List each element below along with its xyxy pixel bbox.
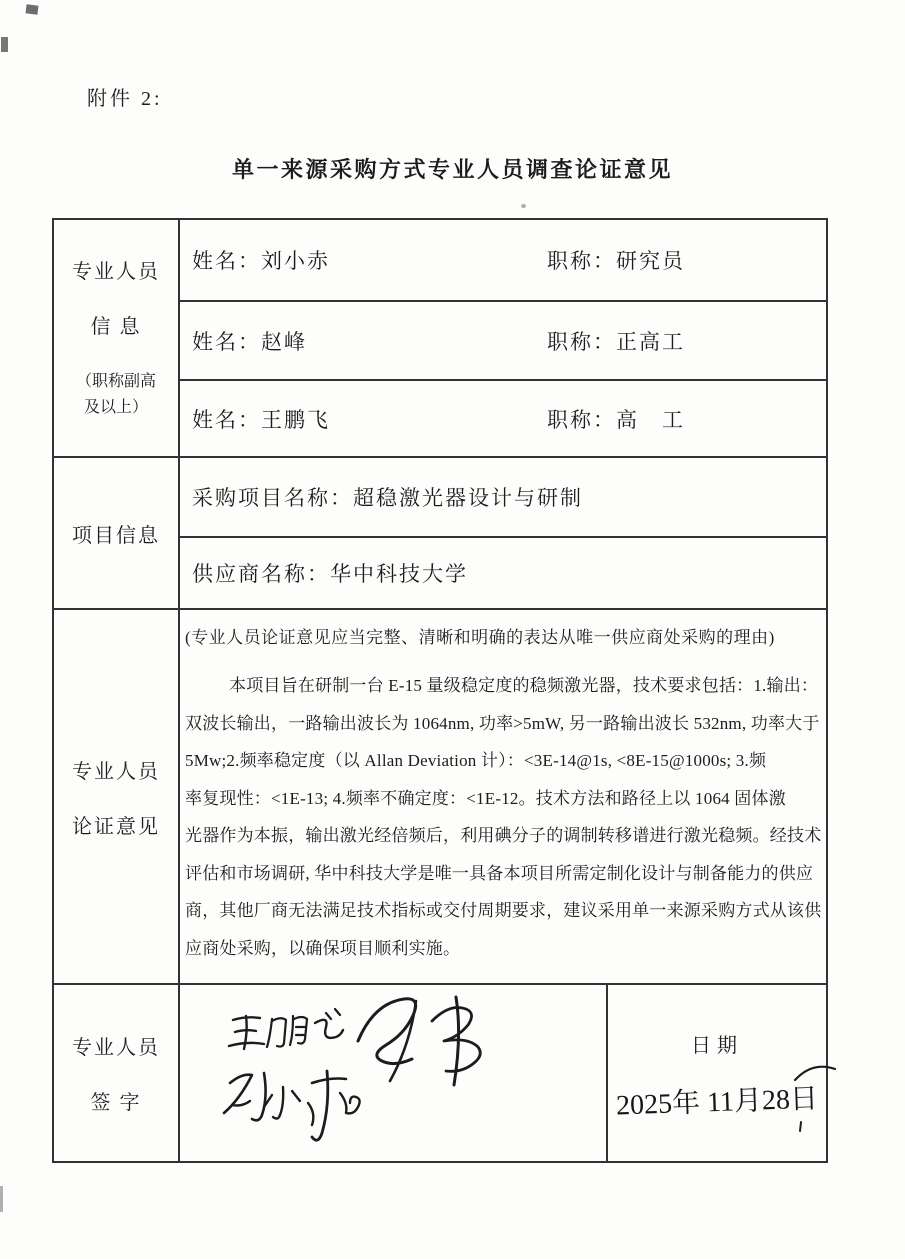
opinion-line: 光器作为本振，输出激光经倍频后，利用碘分子的调制转移谱进行激光稳频。经技术 [185, 826, 822, 845]
project-info-section [54, 458, 826, 610]
project-header-label: 项目信息 [72, 524, 160, 547]
person-name: 姓名：王鹏飞 [192, 407, 330, 432]
personnel-header-note: 及以上） [83, 399, 148, 416]
opinion-body-cell [180, 610, 826, 983]
opinion-line: 率复现性：<1E-13; 4.频率不确定度：<1E-12。技术方法和路径上以 1064 固体激 [185, 788, 786, 808]
person-name: 姓名：赵峰 [192, 329, 307, 354]
opinion-line: 商，其他厂商无法满足技术指标或交付周期要求，建议采用单一来源采购方式从该供 [185, 901, 822, 920]
signature-header-line1: 专业人员 [72, 1037, 160, 1059]
person-row [180, 302, 826, 381]
personnel-header-note: （职称副高 [75, 373, 156, 390]
personnel-header-line2: 信 息 [90, 316, 142, 338]
pen-flourish-mark [793, 1058, 837, 1086]
scan-artifact [1, 37, 8, 52]
project-row [180, 458, 826, 538]
opinion-paragraph [185, 667, 820, 967]
handwritten-signatures [180, 985, 606, 1159]
scan-artifact [25, 4, 38, 14]
pen-tick-mark [796, 1120, 806, 1134]
signatures-cell [180, 985, 608, 1161]
signature-section [54, 985, 826, 1161]
handwritten-date [610, 1071, 824, 1131]
personnel-header-line1: 专业人员 [72, 261, 160, 283]
attachment-label: 附件 2: [87, 88, 163, 110]
supplier-name: 供应商名称：华中科技大学 [192, 562, 468, 586]
opinion-section [54, 610, 826, 985]
opinion-header-line2: 论证意见 [72, 815, 160, 838]
opinion-line: 5Mw;2.频率稳定度（以 Allan Deviation 计）：<3E-14@1s, <8E-15@1000s; 3.频 [185, 751, 767, 770]
scan-speck [521, 204, 526, 208]
person-name: 姓名：刘小赤 [192, 249, 330, 273]
personnel-header-cell [54, 220, 180, 456]
signature-header-line2: 签 字 [90, 1092, 142, 1114]
form-table [52, 218, 828, 1163]
project-name: 采购项目名称：超稳激光器设计与研制 [192, 486, 583, 510]
project-header-cell [54, 458, 180, 608]
opinion-line: 双波长输出，一路输出波长为 1064nm, 功率>5mW, 另一路输出波长 532nm, 功率大于 [185, 713, 820, 733]
signature-zhao-feng [358, 997, 480, 1085]
opinion-header-cell [54, 610, 180, 983]
person-title: 职称：正高工 [547, 329, 685, 354]
signature-header-cell [54, 985, 180, 1161]
signature-liu-xiaochi [224, 1071, 360, 1140]
project-row [180, 538, 826, 608]
personnel-info-section [54, 220, 826, 458]
opinion-line: 应商处采购，以确保项目顺利实施。 [185, 938, 461, 958]
person-title: 职称：高 工 [547, 407, 685, 432]
person-title: 职称：研究员 [547, 249, 685, 273]
person-row [180, 220, 826, 302]
person-row [180, 381, 826, 456]
signature-wang-pengfei [229, 1009, 343, 1049]
opinion-line: 本项目旨在研制一台 E-15 量级稳定度的稳频激光器，技术要求包括：1.输出： [229, 676, 819, 695]
opinion-header-line1: 专业人员 [72, 760, 160, 783]
opinion-line: 评估和市场调研, 华中科技大学是唯一具备本项目所需定制化设计与制备能力的供应 [185, 863, 814, 883]
scan-artifact [0, 1186, 3, 1212]
opinion-instruction-note: (专业人员论证意见应当完整、清晰和明确的表达从唯一供应商处采购的理由) [185, 628, 775, 647]
page-title: 单一来源采购方式专业人员调查论证意见 [231, 157, 673, 182]
date-label: 日期 [691, 1035, 743, 1057]
date-value-text: 2025年 11月28日 [615, 1083, 819, 1122]
